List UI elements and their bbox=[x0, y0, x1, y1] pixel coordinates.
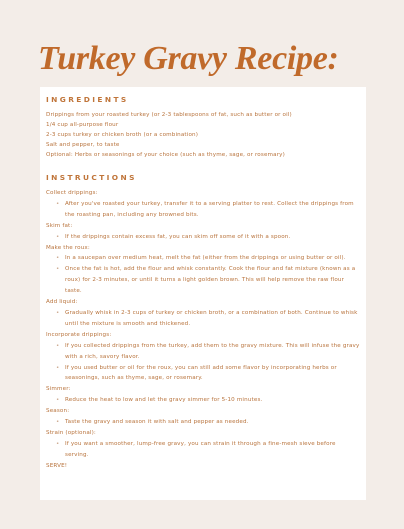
step-bullet: • After you've roasted your turkey, transfer it to a serving platter to rest. Collect the drippings from the roasting pan, including any browned bits. bbox=[56, 199, 360, 221]
ingredient-item: Optional: Herbs or seasonings of your choice (such as thyme, sage, or rosemary) bbox=[46, 152, 285, 158]
step-bullets bbox=[46, 341, 360, 385]
instructions-list bbox=[46, 188, 360, 472]
step-title: Simmer: bbox=[46, 386, 71, 393]
instructions-heading: INSTRUCTIONS bbox=[46, 173, 137, 182]
ingredient-item: Drippings from your roasted turkey (or 2-3 tablespoons of fat, such as butter or oil) bbox=[46, 112, 292, 118]
ingredients-list bbox=[46, 110, 360, 160]
step-bullet: • If you collected drippings from the turkey, add them to the gravy mixture. This will infuse the gravy with a rich, savory flavor. bbox=[56, 341, 360, 363]
step-bullet: • If you used butter or oil for the roux, you can still add some flavor by incorporating herbs or seasonings, such as thyme, sage, or rosemary. bbox=[56, 363, 360, 385]
ingredient-item: Salt and pepper, to taste bbox=[46, 142, 120, 148]
step-title: Add liquid: bbox=[46, 299, 78, 306]
step-title: Incorporate drippings: bbox=[46, 331, 112, 338]
step-bullets bbox=[46, 439, 360, 461]
step-bullets bbox=[46, 417, 360, 428]
step-title: Make the roux: bbox=[46, 244, 90, 251]
step-bullet: • Once the fat is hot, add the flour and whisk constantly. Cook the flour and fat mixture (known as a roux) for 2-3 minutes, or until it turns a light golden brown. This will help remove the raw flour taste. bbox=[56, 264, 360, 297]
step-title: Collect drippings: bbox=[46, 190, 98, 196]
recipe-card bbox=[40, 87, 366, 500]
step-bullets bbox=[46, 395, 360, 406]
step-bullets bbox=[46, 199, 360, 221]
ingredients-heading: INGREDIENTS bbox=[46, 95, 129, 104]
page-title: Turkey Gravy Recipe: bbox=[38, 40, 339, 77]
step-bullet: • Taste the gravy and season it with salt and pepper as needed. bbox=[56, 417, 360, 428]
step-bullet: • If the drippings contain excess fat, you can skim off some of it with a spoon. bbox=[56, 232, 360, 243]
step-title: Season: bbox=[46, 408, 70, 415]
step-bullets bbox=[46, 253, 360, 297]
step-title: Strain (optional): bbox=[46, 429, 96, 436]
step-bullets bbox=[46, 232, 360, 243]
ingredient-item: 2-3 cups turkey or chicken broth (or a combination) bbox=[46, 132, 199, 138]
step-bullets bbox=[46, 308, 360, 330]
step-bullet: • If you want a smoother, lump-free gravy, you can strain it through a fine-mesh sieve before serving. bbox=[56, 439, 360, 461]
ingredient-item: 1/4 cup all-purpose flour bbox=[46, 122, 119, 128]
step-bullet: • In a saucepan over medium heat, melt the fat (either from the drippings or using butter or oil). bbox=[56, 253, 360, 264]
step-bullet: • Reduce the heat to low and let the gravy simmer for 5-10 minutes. bbox=[56, 395, 360, 406]
closing-text: SERVE! bbox=[46, 462, 68, 469]
step-title: Skim fat: bbox=[46, 222, 73, 229]
step-bullet: • Gradually whisk in 2-3 cups of turkey or chicken broth, or a combination of both. Continue to whisk until the mixture is smooth and thickened. bbox=[56, 308, 360, 330]
